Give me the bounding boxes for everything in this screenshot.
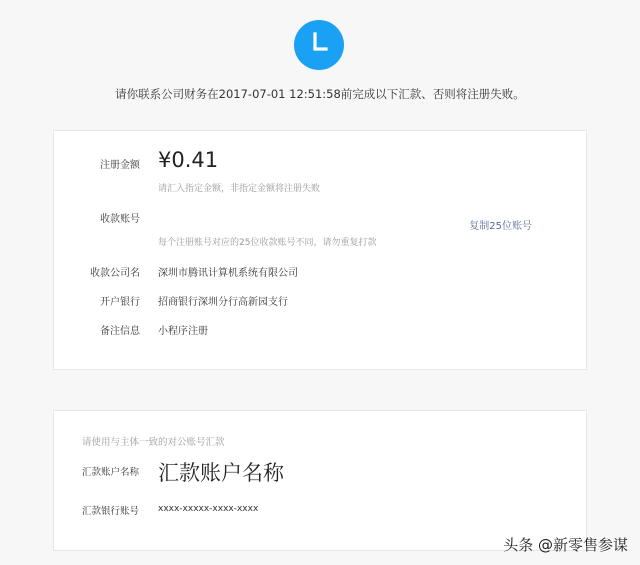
remitter-info-card [53,410,587,551]
remitter-account-label: 汇款银行账号 [82,506,140,517]
remitter-hint: 请使用与主体一致的对公账号汇款 [82,437,225,448]
amount-hint: 请汇入指定金额，非指定金额将注册失败 [158,184,321,194]
company-value: 深圳市腾讯计算机系统有限公司 [158,268,298,279]
copy-account-link[interactable]: 复制25位账号 [469,221,532,232]
watermark: 头条 @新零售参谋 [503,536,628,554]
company-label: 收款公司名 [90,268,140,279]
amount-label: 注册金额 [100,160,140,171]
amount-value: ¥0.41 [158,148,219,172]
bank-label: 开户银行 [100,297,140,308]
account-label: 收款账号 [100,214,140,225]
deadline-notice: 请你联系公司财务在2017-07-01 12:51:58前完成以下汇款、否则将注册失败。 [115,87,525,101]
account-hint: 每个注册账号对应的25位收款账号不同，请勿重复打款 [158,238,377,248]
remitter-account-value: xxxx-xxxxx-xxxx-xxxx [158,504,259,514]
remitter-name-label: 汇款账户名称 [82,467,140,478]
remark-label: 备注信息 [100,326,140,337]
bank-value: 招商银行深圳分行高新园支行 [158,297,288,308]
clock-icon [294,20,344,70]
remitter-name-value: 汇款账户名称 [158,461,284,485]
remark-value: 小程序注册 [158,326,208,337]
payee-info-card [53,130,587,370]
